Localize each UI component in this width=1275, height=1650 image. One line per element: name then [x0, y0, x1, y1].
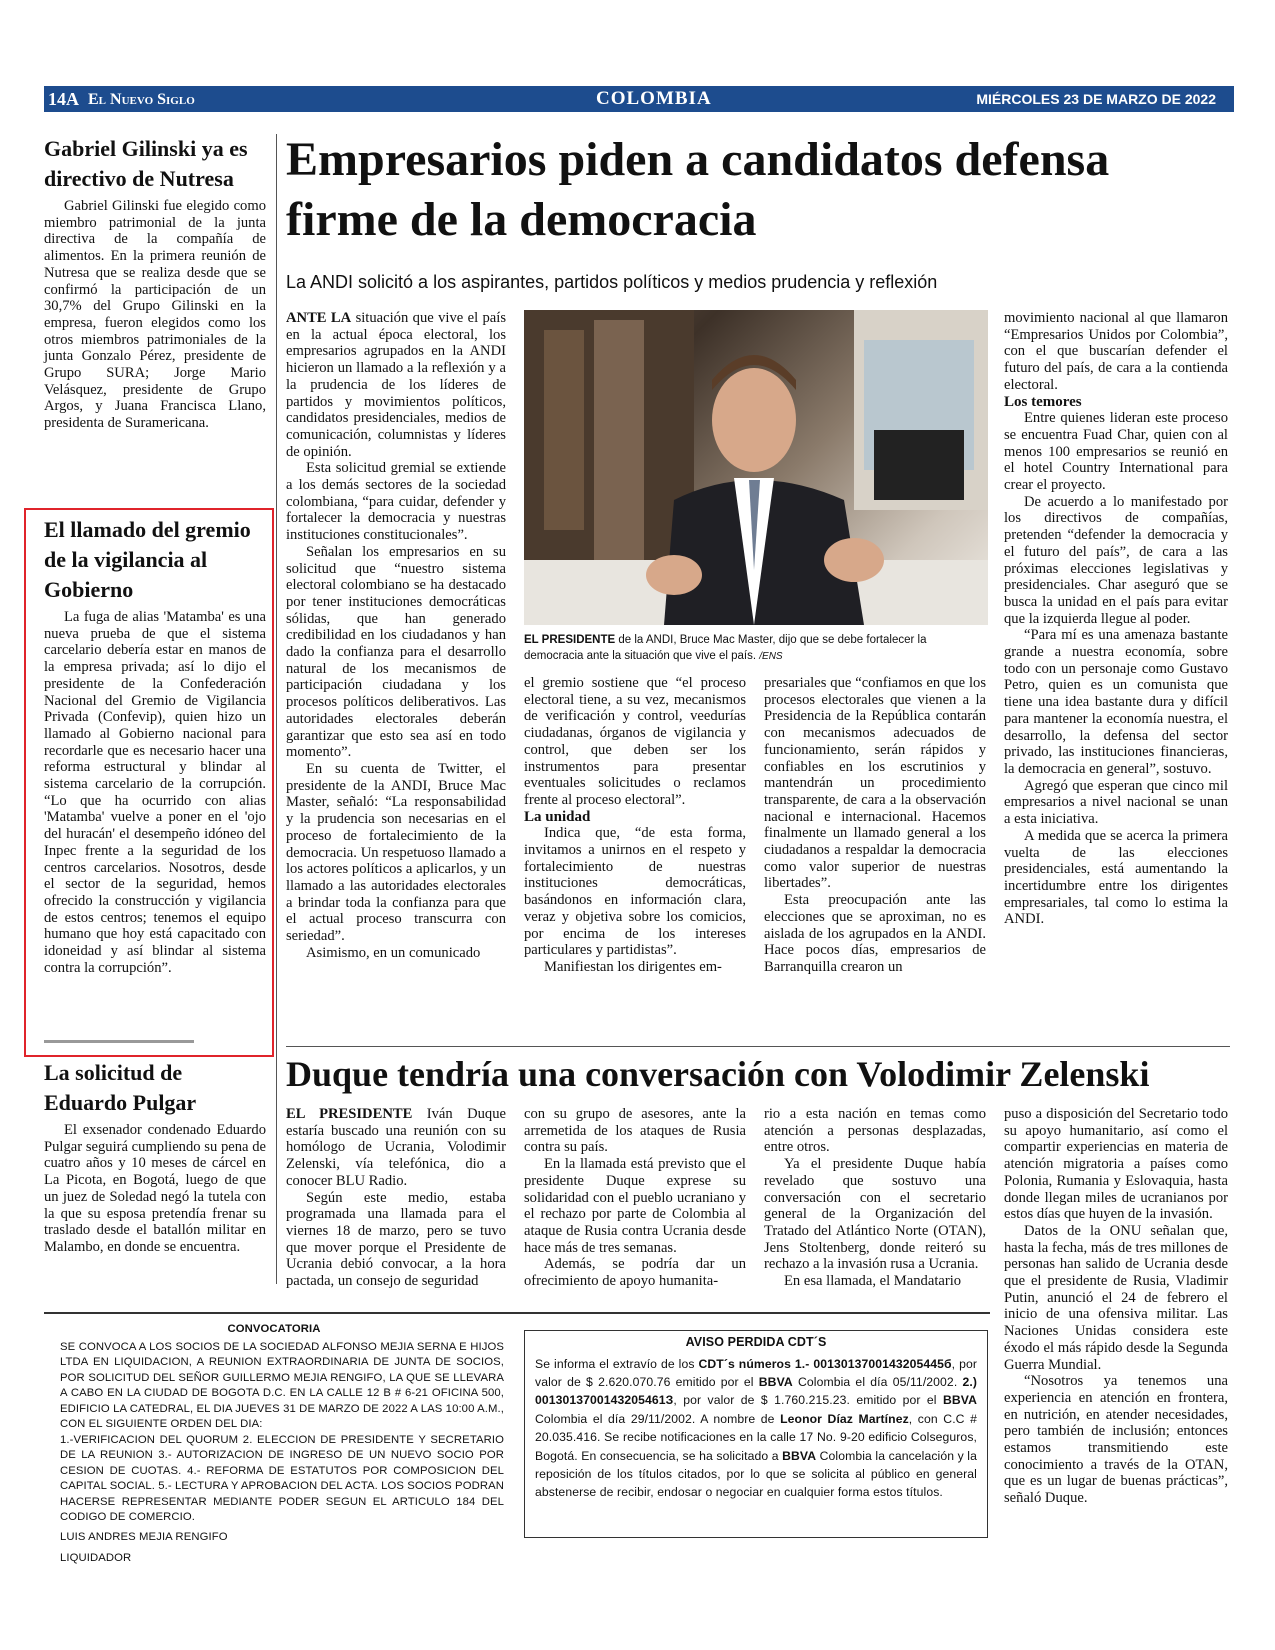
- ad-text-bold: Leonor Díaz Martínez: [780, 1411, 909, 1426]
- main-article-subtitle: La ANDI solicitó a los aspirantes, partidos políticos y medios prudencia y reflexión: [286, 272, 938, 292]
- paragraph: Asimismo, en un comunicado: [306, 944, 481, 961]
- section-header-bar: [44, 86, 1234, 112]
- paragraph: A medida que se acerca la primera vuelta de las elecciones presidenciales, está aumentando la incertidumbre entre los dirigentes empresariales, tal como lo estima la ANDI.: [1004, 827, 1228, 928]
- paragraph: Entre quienes lideran este proceso se encuentra Fuad Char, quien con al menos 100 empresarios se reunió en el hotel Country International para crear el proyecto.: [1004, 410, 1228, 494]
- ad-text: Se informa el extravío de los: [535, 1356, 699, 1371]
- paragraph: situación que vive el país en la actual época electoral, los empresarios agrupados en la ANDI hicieron un llamado a la reflexión y a la prudencia de los líderes de partidos y movimientos políticos, candidatos presidenciales, medios de comunicación, columnistas y líderes de opinión.: [286, 310, 507, 460]
- main-article-title: Empresarios piden a candidatos defensa firme de la democracia: [286, 133, 1110, 246]
- paragraph: rio a esta nación en temas como atención a personas desplazadas, entre otros.: [764, 1106, 986, 1156]
- article-divider: [286, 1046, 1230, 1047]
- main-article-col3: [764, 675, 986, 976]
- ad-text-bold: 2.) 0013013700143205461З: [535, 1374, 978, 1408]
- second-article-col1: [286, 1106, 506, 1290]
- paragraph: Según este medio, estaba programada una llamada para el viernes 18 de marzo, pero se tuvo que mover porque el Presidente de Ucrania debió convocar, a la hora pactada, un consejo de seguridad: [286, 1189, 506, 1290]
- paragraph: De acuerdo a lo manifestado por los directivos de compañías, pretenden “defender la democracia y el futuro del país”, de cara a las próximas elecciones legislativas y presidenciales. Char aseguró que se busca la unidad en el país para evitar que la izquierda llegue al poder.: [1004, 493, 1228, 627]
- paragraph: Ya el presidente Duque había revelado que sostuvo una conversación con el secretario general de la Organización del Tratado del Atlántico Norte (OTAN), Jens Stoltenberg, donde reiteró su rechazo a la invasión rusa a Ucrania.: [764, 1156, 986, 1273]
- paragraph: presariales que “confiamos en que los procesos electorales que vienen a la Presidencia de la República contarán con mecanismos adecuados de funcionamiento, serán rápidos y confiables en los escrutinios y mantendrán un procedimiento transparente, de cara a la observación nacional e internacional. Hacemos finalmente un llamado general a los ciudadanos a respaldar la democracia como valor superior de nuestras libertades”.: [764, 675, 986, 892]
- main-article-col2: [524, 675, 746, 976]
- sidebar-article-title: Gabriel Gilinski ya es directivo de Nutresa: [44, 136, 248, 191]
- ad-text-bold: BBVA: [782, 1448, 817, 1463]
- sidebar-article-pulgar: [44, 1058, 266, 1256]
- second-article-col2: [524, 1106, 746, 1290]
- lead-words: ANTE LA: [286, 310, 352, 326]
- ad-signer: LUIS ANDRES MEJIA RENGIFO: [60, 1530, 228, 1543]
- main-article-col4: [1004, 310, 1228, 928]
- ad-title: CONVOCATORIA: [227, 1323, 321, 1335]
- caption-lead: EL PRESIDENTE: [524, 634, 616, 646]
- lead-words: EL PRESIDENTE: [286, 1106, 413, 1122]
- page-number: 14A: [48, 89, 79, 109]
- paragraph: “Nosotros ya tenemos una experiencia en atención en frontera, en nutrición, en atender necesidades, pero también de inclusión; entonces estamos transmitiendo este conocimiento a través de la OTAN, que es un lugar de buenas prácticas”, señaló Duque.: [1004, 1373, 1228, 1507]
- ads-top-border: [44, 1312, 990, 1314]
- paragraph: En su cuenta de Twitter, el presidente de la ANDI, Bruce Mac Master, señaló: “La responsabilidad y la prudencia son necesarias en el proceso de fortalecimiento de la democracia. Un respetuoso llamado a los actores políticos a aplicarlos, y un llamado a las autoridades electorales a brindar toda la confianza para que el actual proceso transcurra con seriedad”.: [286, 760, 506, 945]
- photo-caption: [524, 632, 988, 665]
- paragraph: Esta preocupación ante las elecciones que se aproximan, no es aislada de los agrupados en la ANDI. Hace pocos días, empresarios de Barranquilla crearon un: [764, 892, 986, 975]
- ad-text-bold: CDT´s números 1.- 0013013700143205445б: [698, 1356, 952, 1371]
- main-article-col1: [286, 310, 506, 961]
- sidebar-article-body: Gabriel Gilinski fue elegido como miembro patrimonial de la junta directiva de la compañía de alimentos. En la primera reunión de Nutresa que se realiza desde que se confirmó la participación de un 30,7% del Grupo Gilinski en la empresa, fueron elegidos como los otros miembros patrimoniales de la junta Gonzalo Pérez, presidente de Grupo SURA; Jorge Mario Velásquez, presidente de Grupo Argos, y Juana Francisca Llano, presidenta de Suramericana.: [44, 198, 266, 432]
- ad-convocatoria: [44, 1322, 504, 1564]
- photo-credit: /ENS: [759, 651, 783, 662]
- subheading: Los temores: [1004, 393, 1082, 410]
- paragraph: En esa llamada, el Mandatario: [784, 1273, 962, 1290]
- sidebar-article-vigilancia: [44, 515, 266, 976]
- ad-text: Colombia el día 05/11/2002.: [792, 1374, 963, 1389]
- paragraph: Iván Duque estaría buscado una reunión con su homólogo de Ucrania, Volodimir Zelenski, vía telefónica, dio a conocer BLU Radio.: [286, 1106, 506, 1189]
- sidebar-article-body: La fuga de alias 'Matamba' es una nueva prueba de que el sistema carcelario debería estar en manos de la empresa privada; así lo dijo el presidente de la Confederación Nacional del Gremio de Vigilancia Privada (Confevip), quien hizo un llamado al Gobierno nacional para recordarle que es necesario hacer una reforma estructural y blindar al sistema carcelario de la corrupción. “Lo que ha ocurrido con alias 'Matamba' vuelve a poner en el 'ojo del huracán' el desempeño idóneo del Inpec frente a la seguridad de los centros carcelarios. Nosotros, desde el sector de la seguridad, hemos ofrecido la construcción y vigilancia de estos centros; tenemos el equipo humano que hoy está capacitado con idoneidad y así blindar al sistema contra la corrupción”.: [44, 609, 266, 976]
- paragraph: Esta solicitud gremial se extiende a los demás sectores de la sociedad colombiana, “para cuidar, defender y fortalecer la democracia y nuestras instituciones constitucionales”.: [286, 460, 506, 544]
- divider: [44, 1040, 194, 1043]
- paragraph: Indica que, “de esta forma, invitamos a unirnos en el respeto y fortalecimiento de nuestras instituciones democráticas, basándonos en información clara, veraz y objetiva sobre los comicios, por encima de los intereses particulares y partidistas”.: [524, 825, 746, 959]
- ad-role: LIQUIDADOR: [60, 1552, 132, 1564]
- article-photo: [524, 310, 988, 625]
- person-illustration: [524, 310, 988, 625]
- paragraph: Manifiestan los dirigentes em-: [544, 958, 722, 975]
- paragraph: Datos de la ONU señalan que, hasta la fecha, más de tres millones de personas han salido de Ucrania desde que el presidente de Rusia, Vladimir Putin, anunció el 24 de febrero el inicio de una ofensiva militar. Las Naciones Unidas considera este éxodo el más rápido desde la Segunda Guerra Mundial.: [1004, 1222, 1228, 1373]
- paragraph: “Para mí es una amenaza bastante grande a nuestra economía, sobre todo con un personaje como Gustavo Petro, quien es un comunista que tiene una idea bastante dura y difícil para mantener la economía nuestra, el desarrollo, la defensa del sector privado, las instituciones financieras, la democracia en general”, sostuvo.: [1004, 627, 1228, 777]
- ad-title: AVISO PERDIDA CDT´S: [685, 1335, 827, 1349]
- sidebar-article-title: El llamado del gremio de la vigilancia al Gobierno: [44, 517, 251, 602]
- paragraph: Agregó que esperan que cinco mil empresarios a nivel nacional se unan a esta iniciativa.: [1004, 777, 1228, 828]
- caption-text: de la ANDI, Bruce Mac Master, dijo que se debe fortalecer la democracia ante la situación que vive el país.: [524, 634, 927, 662]
- paragraph: Además, se podría dar un ofrecimiento de apoyo humanita-: [524, 1256, 746, 1290]
- ad-body: SE CONVOCA A LOS SOCIOS DE LA SOCIEDAD ALFONSO MEJIA SERNA E HIJOS LTDA EN LIQUIDACION, A REUNION EXTRAORDINARIA DE JUNTA DE SOCIOS, POR SOLICITUD DEL SEÑOR GUILLERMO MEJIA RENGIFO, LA QUE SE LLEVARA A CABO EN LA CIUDAD DE BOGOTA D.C. EN LA CALLE 12 B # 6-21 OFICINA 500, EDIFICIO LA CATEDRAL, EL DIA JUEVES 31 DE MARZO DE 2022 A LAS 10:00 A.M., CON EL SIGUIENTE ORDEN DEL DIA:: [60, 1340, 504, 1430]
- sidebar-article-body: El exsenador condenado Eduardo Pulgar seguirá cumpliendo su pena de cuatro años y 10 meses de cárcel en La Picota, en Bogotá, luego de que un juez de Soledad negó la tutela con la que su esposa pretendía frenar su traslado desde el batallón militar en Malambo, en donde se encuentra.: [44, 1122, 266, 1255]
- subheading: La unidad: [524, 808, 591, 825]
- ad-agenda: 1.-VERIFICACION DEL QUORUM 2. ELECCION DE PRESIDENTE Y SECRETARIO DE LA REUNION 3.- AUTORIZACION DE INGRESO DE UN NUEVO SOCIO POR CESION DE CUOTAS. 4.- REFORMA DE ESTATUTOS POR COMPOSICION DEL CAPITAL SOCIAL. 5.- LECTURA Y APROBACION DEL ACTA. LOS SOCIOS PODRAN HACERSE REPRESENTAR MEDIANTE PODER SEGUN EL ARTICULO 184 DEL CODIGO DE COMERCIO.: [60, 1433, 504, 1523]
- ad-text: , por valor de $ 2.620.070.76 emitido por el: [535, 1356, 977, 1389]
- second-article-col4: [1004, 1106, 1228, 1507]
- ad-body: [525, 1355, 987, 1502]
- sidebar-divider: [276, 134, 277, 1284]
- sidebar-article-gilinski: [44, 134, 266, 432]
- paragraph: el gremio sostiene que “el proceso electoral tiene, a su vez, mecanismos de verificación y control, veedurías ciudadanas, órganos de vigilancia y control, que deben ser los instrumentos para presentar eventuales solicitudes o reclamos frente al proceso electoral”.: [524, 675, 746, 808]
- second-article-col3: [764, 1106, 986, 1290]
- paragraph: En la llamada está previsto que el presidente Duque exprese su solidaridad con el pueblo ucraniano y el rechazo por parte de Colombia al ataque de Rusia contra Ucrania desde hace más de tres semanas.: [524, 1156, 746, 1256]
- ad-text: , por valor de $ 1.760.215.23. emitido por el: [673, 1393, 943, 1408]
- sidebar-article-title: La solicitud de Eduardo Pulgar: [44, 1060, 197, 1115]
- newspaper-name: El Nuevo Siglo: [88, 91, 195, 108]
- ad-text-bold: BBVA: [758, 1374, 793, 1389]
- ad-text: Colombia el día 29/11/2002. A nombre de: [535, 1411, 781, 1426]
- ad-text: Colombia la cancelación y la reposición de los títulos citados, por lo que se solicita al público en general abstenerse de recibir, endosar o negociar en cualquier forma estos títulos.: [535, 1448, 977, 1500]
- ad-text-bold: BBVA: [942, 1393, 977, 1408]
- section-name: COLOMBIA: [596, 88, 712, 109]
- paragraph: con su grupo de asesores, ante la arremetida de los ataques de Rusia contra su país.: [524, 1106, 746, 1156]
- ad-aviso-perdida: [524, 1330, 988, 1538]
- issue-date: MIÉRCOLES 23 DE MARZO DE 2022: [976, 91, 1216, 107]
- paragraph: Señalan los empresarios en su solicitud que “nuestro sistema electoral colombiano se ha destacado por tener instituciones democráticas sólidas, que han generado credibilidad en los ciudadanos y han dado la confianza para el desarrollo natural de los mecanismos de participación ciudadana y los procesos políticos deliberativos. Las autoridades electorales deberán garantizar que esto sea así en todo momento”.: [286, 543, 506, 761]
- second-article-title: Duque tendría una conversación con Volodimir Zelenski: [286, 1054, 1150, 1094]
- paragraph: movimiento nacional al que llamaron “Empresarios Unidos por Colombia”, con el que buscarían defender el futuro del país, de cara a la contienda electoral.: [1004, 310, 1228, 393]
- paragraph: puso a disposición del Secretario todo su apoyo humanitario, así como el compartir experiencias en materia de atención migratoria a países como Polonia, Rumania y Eslovaquia, hasta donde llegan miles de ucranianos por estos días que huyen de la invasión.: [1004, 1106, 1228, 1223]
- ad-text: , con C.C # 20.035.416. Se recibe notificaciones en la calle 17 No. 9-20 edificio Colseguros, Bogotá. En consecuencia, se ha solicitado a: [535, 1411, 977, 1463]
